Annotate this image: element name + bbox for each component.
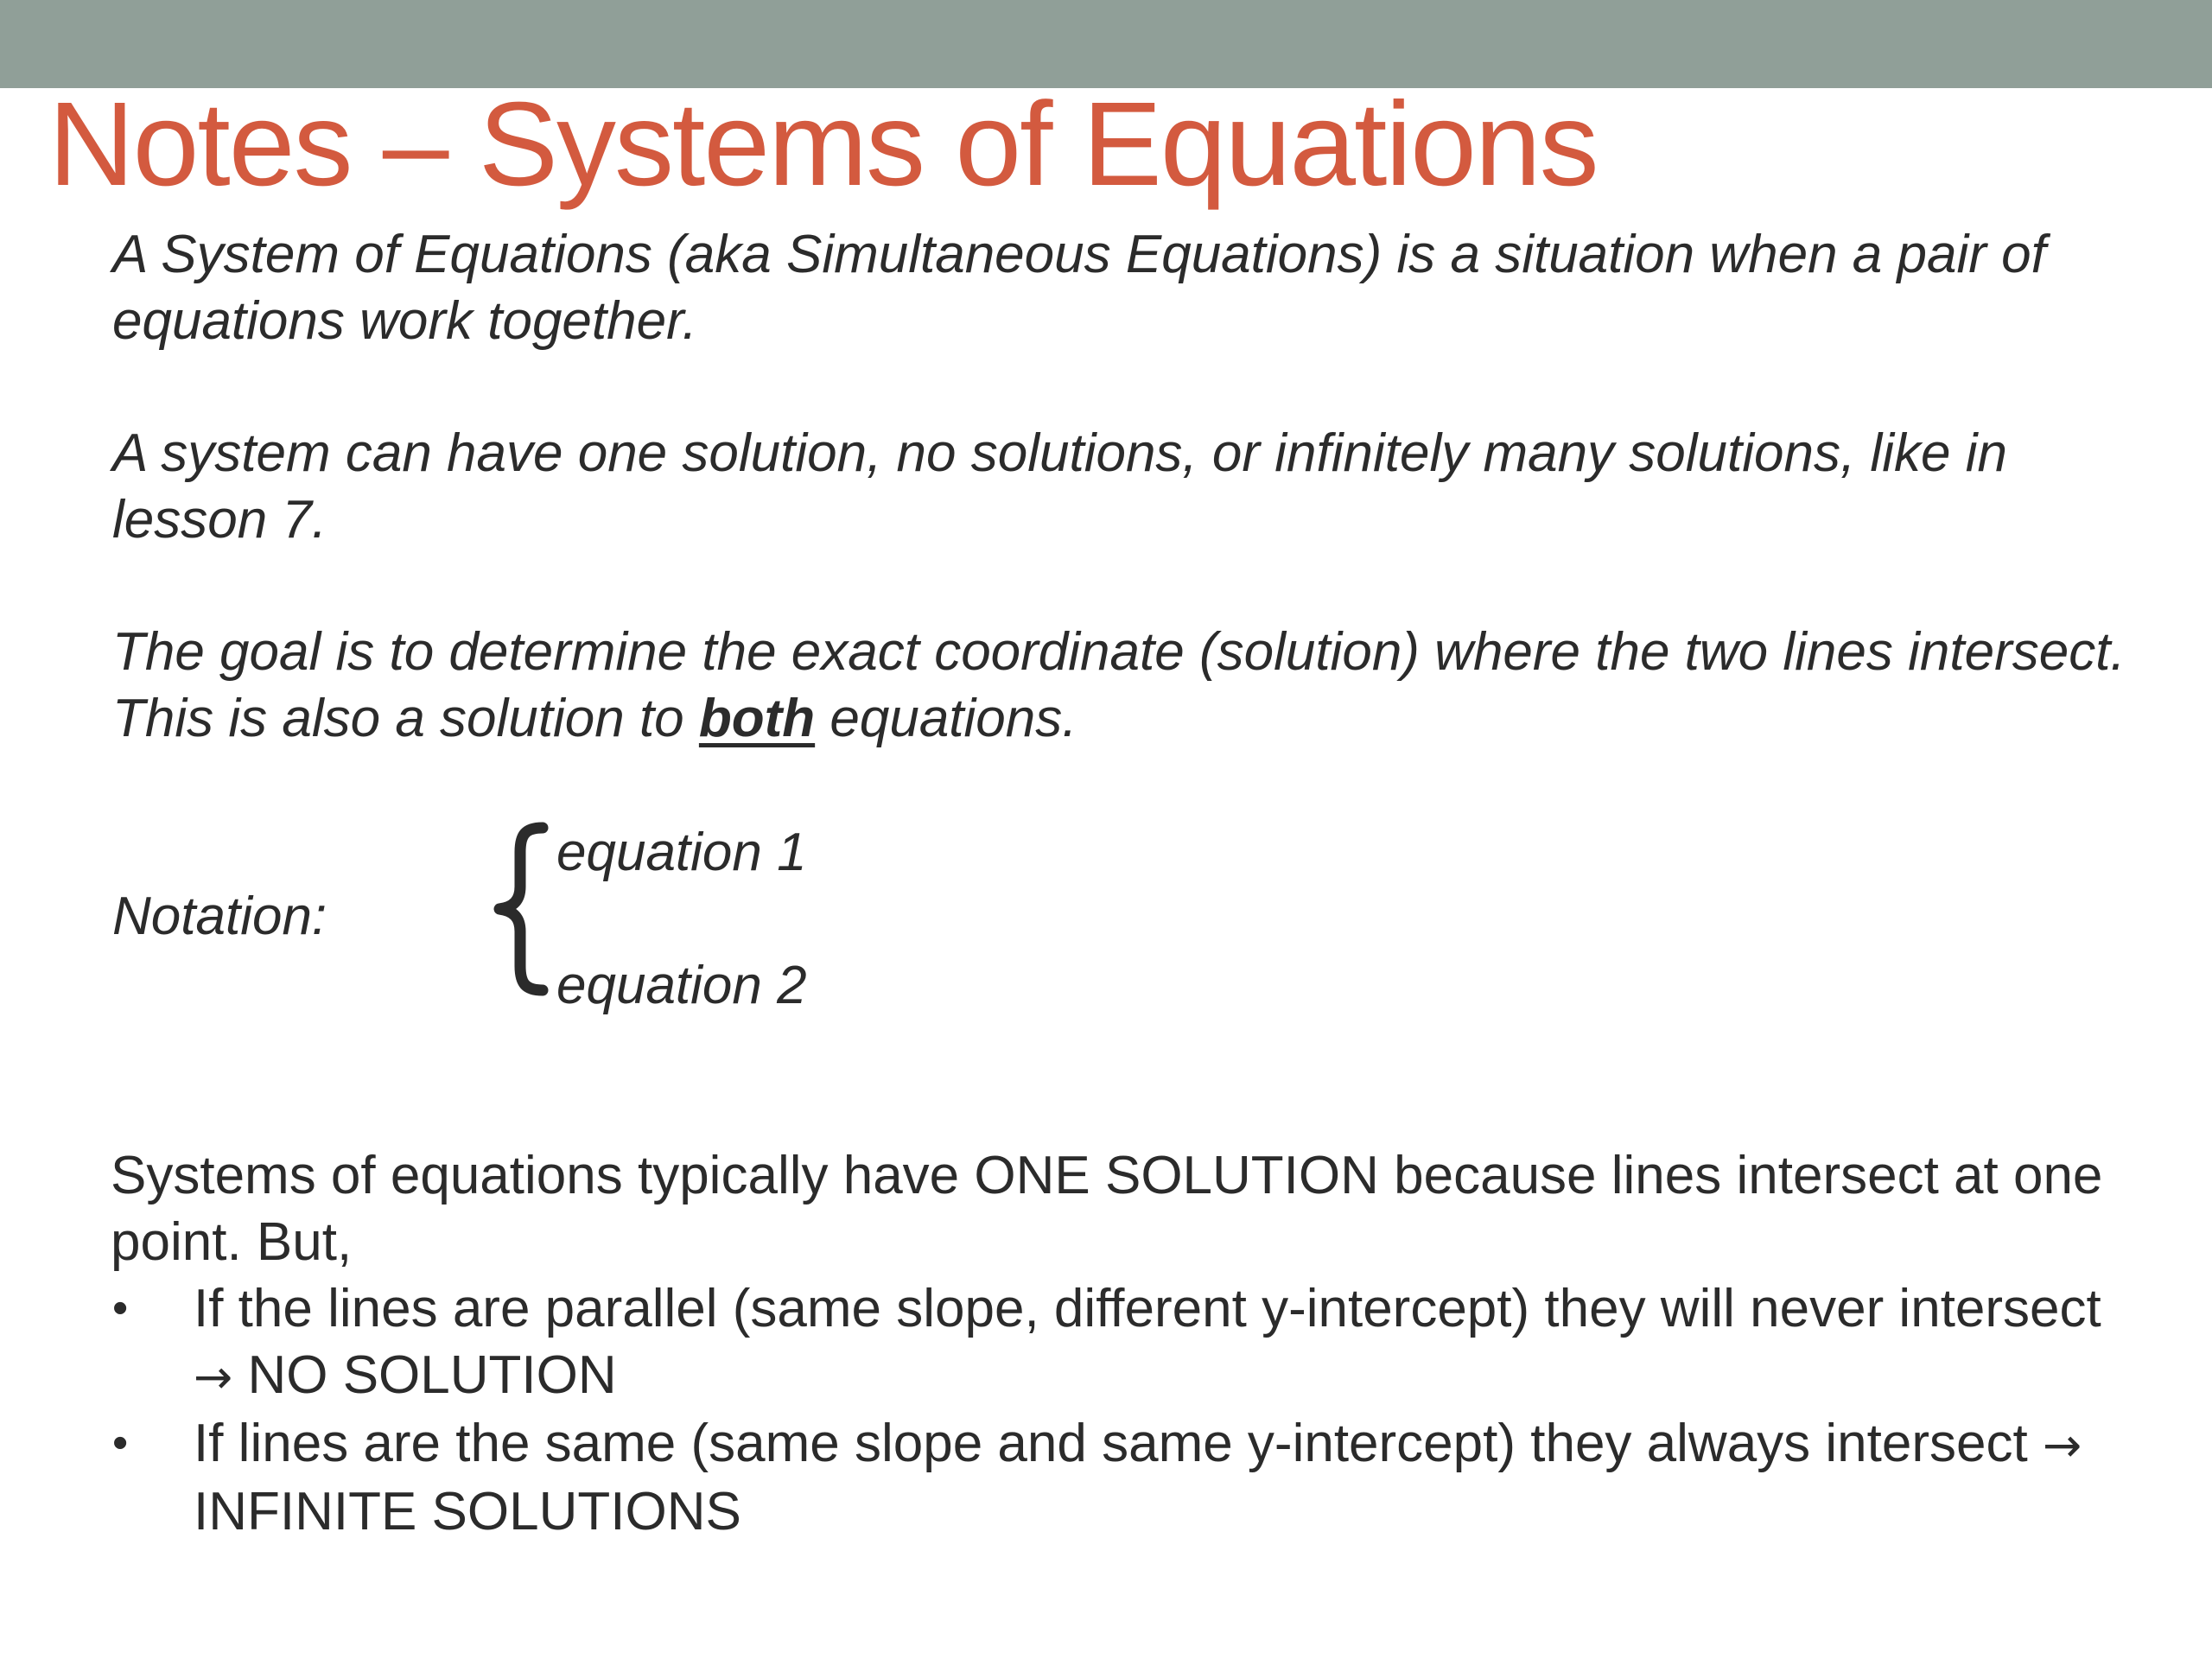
- curly-brace-icon: [479, 797, 556, 1021]
- goal-paragraph: [112, 619, 2134, 752]
- goal-text: The goal is to determine the exact coordinate (solution) where the two lines intersect. This is also a solution to: [112, 622, 2126, 748]
- definition-paragraph: A System of Equations (aka Simultaneous Equations) is a situation when a pair of equations work together.: [112, 225, 2046, 351]
- both-emphasis: both: [698, 689, 816, 748]
- summary-paragraph: Systems of equations typically have ONE SOLUTION because lines intersect at one point. But,: [111, 1146, 2103, 1272]
- slide-title: Notes – Systems of Equations: [48, 78, 1598, 211]
- bullet-text: If lines are the same (same slope and same y-intercept) they always intersect: [194, 1414, 2043, 1473]
- bullet-result: INFINITE SOLUTIONS: [194, 1482, 741, 1541]
- goal-text-end: equations.: [815, 689, 1077, 748]
- list-item: [111, 1410, 2133, 1545]
- cases-list: [111, 1275, 2133, 1545]
- bullet-icon: •: [112, 1283, 129, 1333]
- bullet-text: If the lines are parallel (same slope, different y-intercept) they will never intersect: [194, 1279, 2101, 1338]
- equation-2: equation 2: [556, 956, 807, 1015]
- equation-1: equation 1: [556, 823, 807, 882]
- arrow-right-icon: →: [2042, 1418, 2082, 1472]
- slide-header-bar: [0, 0, 2212, 88]
- list-item: [111, 1275, 2133, 1410]
- bullet-icon: •: [112, 1418, 129, 1468]
- arrow-right-icon: →: [194, 1350, 233, 1404]
- solutions-paragraph: A system can have one solution, no solutions, or infinitely many solutions, like in lesson 7.: [112, 423, 2007, 550]
- bullet-result: NO SOLUTION: [232, 1345, 617, 1405]
- notation-label: Notation:: [112, 887, 327, 946]
